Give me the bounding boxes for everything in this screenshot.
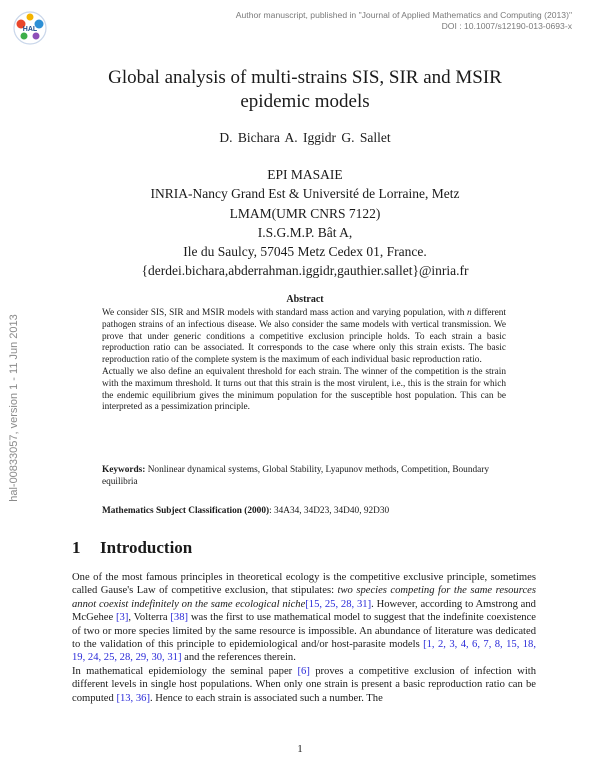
msc-classification xyxy=(102,506,506,518)
doi-line: DOI : 10.1007/s12190-013-0693-x xyxy=(441,21,572,31)
intro-paragraph: One of the most famous principles in theoretical ecology is the competitive exclusive principle, sometimes called Gause's Law of competitive exclusion, that stipulates: two species competing for the same resources annot coexist indefinitely on the same ecological niche[15, 25, 28, 31]. However, according to Amstrong and McGehee [3], Volterra [38] was the first to use mathematical model to suggest that the indefinite coexistence of two or more species limited by the same resource is impossible. An abundance of literature was dedicated to the validation of this principle to epidemiological and/or host-parasite models [1, 2, 3, 4, 6, 7, 8, 15, 18, 19, 24, 25, 28, 29, 30, 31] and the references therein. xyxy=(72,572,536,664)
citation-link[interactable]: [38] xyxy=(170,612,189,624)
section-number: 1 xyxy=(72,538,81,557)
hal-side-identifier xyxy=(6,288,22,528)
abstract-paragraph: Actually we also define an equivalent threshold for each strain. The winner of the competition is the strain with the maximum threshold. It turns out that this strain is the most virulent, i.e., this is the strain for which the endemic equilibrium gives the minimum population for the susceptible host population. This can be interpreted as a pessimization principle. xyxy=(102,366,506,413)
citation-link[interactable]: [3] xyxy=(116,612,129,624)
msc-label: Mathematics Subject Classification (2000) xyxy=(102,506,270,516)
citation-link[interactable]: [6] xyxy=(297,665,310,677)
affiliation-line: LMAM(UMR CNRS 7122) xyxy=(229,205,381,221)
intro-paragraph: In mathematical epidemiology the seminal paper [6] proves a competitive exclusion of infection with different levels in single host populations. When only one strain is present a basic reproduction ratio can be computed [13, 36]. Hence to each strain is associated such a number. The xyxy=(72,665,537,704)
publication-note xyxy=(192,10,572,32)
section-heading xyxy=(72,538,522,558)
keywords-text: Nonlinear dynamical systems, Global Stability, Lyapunov methods, Competition, Boundary equilibria xyxy=(102,465,489,487)
paper-title xyxy=(80,66,530,114)
hal-logo xyxy=(12,10,48,46)
hal-id-text: hal-00833057, version 1 - 11 Jun 2013 xyxy=(8,314,20,502)
citation-link[interactable]: [15, 25, 28, 31] xyxy=(305,598,372,610)
affiliation-line: Ile du Saulcy, 57045 Metz Cedex 01, France. xyxy=(183,244,427,260)
svg-text:HAL: HAL xyxy=(22,26,38,33)
title-line-2: epidemic models xyxy=(240,91,370,112)
msc-text: : 34A34, 34D23, 34D40, 92D30 xyxy=(269,506,390,516)
affiliation-line: EPI MASAIE xyxy=(267,167,343,182)
abstract-heading: Abstract xyxy=(286,294,324,305)
section-title: Introduction xyxy=(100,538,193,557)
author-list: D. Bichara A. Iggidr G. Sallet xyxy=(219,130,391,145)
title-line-1: Global analysis of multi-strains SIS, SIR and MSIR xyxy=(108,67,502,88)
abstract-paragraph: We consider SIS, SIR and MSIR models with standard mass action and varying population, with n different pathogen strains of an infectious disease. We also consider the same models with vertical transmission. We prove that under generic conditions a competitive exclusion principle holds. To each strain a basic reproduction ratio can be associated. It corresponds to the case where only this strain exists. The basic reproduction ratio of the complete system is the maximum of each individual basic reproduction ratio. xyxy=(102,308,506,366)
affiliation-line: INRIA-Nancy Grand Est & Université de Lorraine, Metz xyxy=(150,186,460,202)
publication-line: Author manuscript, published in "Journal of Applied Mathematics and Computing (2013)" xyxy=(235,10,572,20)
abstract-body xyxy=(102,308,506,414)
page-number: 1 xyxy=(297,743,303,755)
affiliation-line: I.S.G.M.P. Bât A, xyxy=(257,224,353,240)
affiliation-block xyxy=(80,165,530,281)
citation-link[interactable]: [1, 2, 3, 4, 6, 7, 8, 15, 18, 19, 24, 25, 28, 29, 30, 31] xyxy=(72,639,536,664)
keywords-label: Keywords: xyxy=(102,465,146,475)
keywords xyxy=(102,465,506,489)
intro-body xyxy=(72,571,536,705)
hal-logo-icon xyxy=(12,10,48,46)
citation-link[interactable]: [13, 36] xyxy=(116,692,150,704)
email-line: {derdei.bichara,abderrahman.iggidr,gauthier.sallet}@inria.fr xyxy=(141,263,469,279)
